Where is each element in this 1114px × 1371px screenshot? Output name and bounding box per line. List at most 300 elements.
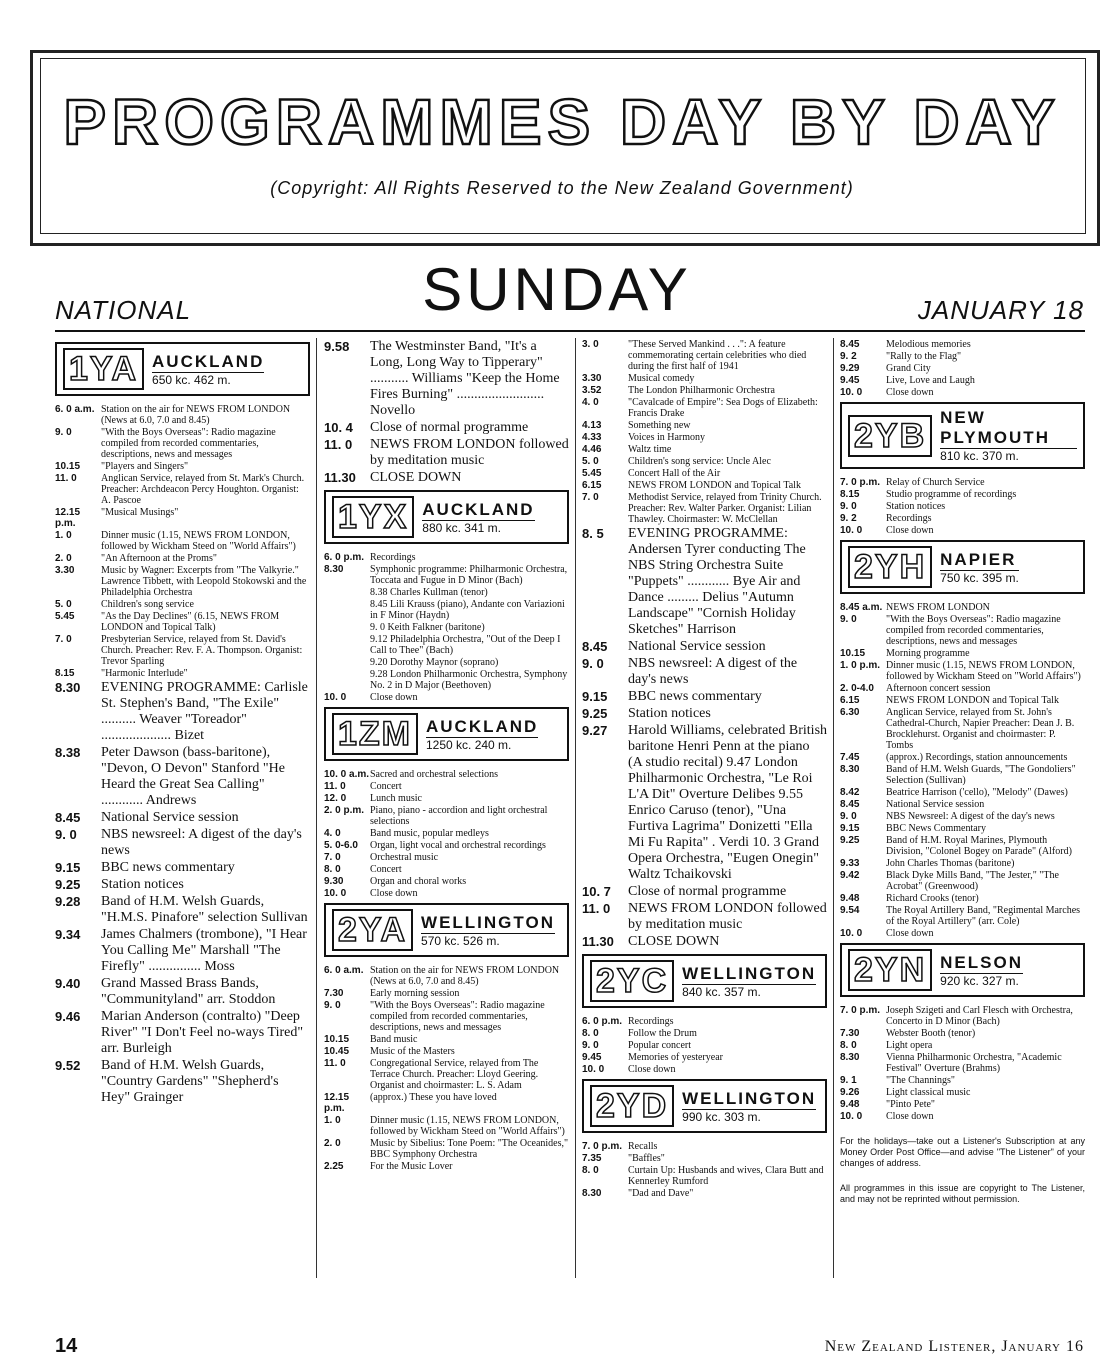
schedule-entry <box>840 683 1085 694</box>
schedule-entry <box>324 781 569 792</box>
entry-time: 9. 0 <box>55 827 77 842</box>
station-header <box>324 707 569 761</box>
entry-time: 9.52 <box>55 1058 81 1073</box>
entry-description: Concert <box>370 781 402 792</box>
station-frequency: 880 kc. 341 m. <box>422 520 534 535</box>
entry-time: 9.58 <box>324 339 350 354</box>
entry-time: 11.30 <box>582 934 614 949</box>
station-header <box>840 402 1085 469</box>
entry-description: "Musical Musings" <box>101 507 179 518</box>
entry-description: Musical comedy <box>628 373 695 384</box>
station-header <box>324 490 569 544</box>
entry-time: 5. 0 <box>582 456 599 467</box>
schedule-column-4 <box>840 338 1085 1205</box>
entry-time: 9.25 <box>55 877 81 892</box>
entry-time: 9. 0 <box>840 501 857 512</box>
schedule-entry <box>324 1034 569 1045</box>
entry-time: 9.40 <box>55 976 81 991</box>
schedule-entry <box>840 787 1085 798</box>
schedule-entry <box>55 611 310 633</box>
station-frequency: 650 kc. 462 m. <box>152 372 264 387</box>
entry-description: Station on the air for NEWS FROM LONDON (News at 6.0, 7.0 and 8.45) <box>370 965 560 987</box>
entry-time: 9.45 <box>840 375 860 386</box>
schedule-entry <box>324 864 569 875</box>
entry-time: 9.46 <box>55 1009 81 1024</box>
entry-time: 10. 0 a.m. <box>324 769 370 780</box>
entry-description: Popular concert <box>628 1040 692 1051</box>
entry-description: James Chalmers (trombone), "I Hear You Calling Me" Marshall "The Firefly" ............... Moss <box>101 927 307 974</box>
station-header <box>840 540 1085 594</box>
entry-description: Vienna Philharmonic Orchestra, "Academic Festival" Overture (Brahms) <box>886 1052 1062 1074</box>
entry-time: 7.45 <box>840 752 860 763</box>
station-name: AUCKLAND <box>152 351 265 371</box>
schedule-entry <box>840 752 1085 763</box>
entry-description: Dinner music (1.15, NEWS FROM LONDON, followed by Wickham Steed on "World Affairs") <box>370 1115 565 1137</box>
entry-description: Webster Booth (tenor) <box>886 1028 976 1039</box>
entry-time: 9. 0 <box>324 1000 341 1011</box>
entry-time: 9.15 <box>55 860 81 875</box>
entry-description: "With the Boys Overseas": Radio magazine compiled from recorded commentaries, descriptions, news and messages <box>101 427 276 460</box>
entry-description: Close down <box>628 1064 676 1075</box>
entry-time: 12. 0 <box>324 793 347 804</box>
entry-time: 10. 0 <box>324 692 347 703</box>
schedule-entry <box>324 1138 569 1160</box>
entry-description: Close of normal programme <box>628 884 787 899</box>
entry-description: The Westminster Band, "It's a Long, Long Way to Tipperary" ........... Williams "Keep the Home Fires Burning" ......................... Novello <box>370 339 560 418</box>
entry-description: Close down <box>886 928 934 939</box>
schedule-entry <box>582 1165 827 1187</box>
schedule-entry <box>582 373 827 384</box>
entry-time: 4.46 <box>582 444 602 455</box>
entry-time: 8.45 <box>582 639 608 654</box>
entry-description: Early morning session <box>370 988 460 999</box>
entry-time: 6. 0 p.m. <box>582 1016 623 1027</box>
schedule-entry <box>840 858 1085 869</box>
schedule-entry <box>582 723 827 883</box>
schedule-entry <box>840 375 1085 386</box>
entry-description: The London Philharmonic Orchestra <box>628 385 775 396</box>
schedule-entry <box>840 1111 1085 1122</box>
schedule-entry <box>55 427 310 460</box>
entry-description: Close of normal programme <box>370 420 529 435</box>
entry-description: Peter Dawson (bass-baritone), "Devon, O Devon" Stanford "He Heard the Great Sea Calling" ............ Andrews <box>101 745 285 808</box>
entry-description: National Service session <box>628 639 766 654</box>
note-rights: All programmes in this issue are copyright to The Listener, and may not be reprinted without permission. <box>840 1183 1085 1204</box>
schedule-entry <box>840 525 1085 536</box>
station-name: NEW PLYMOUTH <box>940 408 1050 447</box>
schedule-entry <box>840 811 1085 822</box>
station-callsign: 2YD <box>590 1085 674 1127</box>
entry-description: Morning programme <box>886 648 970 659</box>
station-details <box>426 717 538 752</box>
entry-description: Station notices <box>101 877 184 892</box>
entry-time: 6. 0 a.m. <box>55 404 95 415</box>
entry-time: 6.30 <box>840 707 860 718</box>
entry-description: Close down <box>370 692 418 703</box>
entry-description: "These Served Mankind . . .": A feature commemorating certain celebrities who died during the first half of 1941 <box>628 339 807 372</box>
schedule-entry <box>324 657 569 668</box>
entry-time: 10.15 <box>324 1034 350 1045</box>
schedule-entry <box>324 587 569 598</box>
entry-description: 9. 0 Keith Falkner (baritone) <box>370 622 485 633</box>
column-divider <box>575 338 576 1278</box>
schedule-entry <box>582 420 827 431</box>
entry-time: 7.30 <box>324 988 344 999</box>
entry-description: EVENING PROGRAMME: Andersen Tyrer conducting The NBS String Orchestra Suite "Puppets" ............ Bye Air and Dance ......... Delius "Autumn Landscape" "Cornish Holiday Sketches" Harrison <box>628 526 806 637</box>
entry-time <box>324 669 370 691</box>
entry-time: 8.30 <box>324 564 344 575</box>
schedule-column-3 <box>582 338 827 1200</box>
entry-description: Piano, piano - accordion and light orchestral selections <box>370 805 548 827</box>
entry-description: Organ and choral works <box>370 876 467 887</box>
entry-time: 9. 2 <box>840 351 857 362</box>
entry-description: (approx.) These you have loved <box>370 1092 497 1103</box>
entry-description: Band of H.M. Welsh Guards, "The Gondoliers" Selection (Sullivan) <box>886 764 1076 786</box>
station-name: NELSON <box>940 952 1023 972</box>
schedule-entry <box>840 387 1085 398</box>
entry-description: Harold Williams, celebrated British baritone Henri Penn at the piano (A studio recital) 9.47 London Philharmonic Orchestra, "Le Roi L'A Dit" Overture Delibes 9.55 Enrico Caruso (tenor), "Una Furtiva Lagrima" Donizetti "Ella Mi Fu Rapita" . Verdi 10. 3 Grand Opera Orchestra, "Eugen Onegin" Waltz Tchaikovski <box>628 723 828 882</box>
schedule-entry <box>840 1040 1085 1051</box>
entry-time: 8.15 <box>840 489 860 500</box>
entry-time: 2.25 <box>324 1161 344 1172</box>
entry-description: Concert Hall of the Air <box>628 468 721 479</box>
station-frequency: 810 kc. 370 m. <box>940 448 1077 463</box>
entry-time: 1. 0 <box>55 530 72 541</box>
schedule-entry <box>324 1115 569 1137</box>
entry-time: 10. 0 <box>840 525 863 536</box>
schedule-entry <box>840 764 1085 786</box>
entry-description: "As the Day Declines" (6.15, NEWS FROM LONDON and Topical Talk) <box>101 611 280 633</box>
entry-time: 10.45 <box>324 1046 350 1057</box>
station-name: NAPIER <box>940 549 1017 569</box>
entry-time: 9.48 <box>840 1099 860 1110</box>
station-frequency: 1250 kc. 240 m. <box>426 737 538 752</box>
schedule-entry <box>55 461 310 472</box>
schedule-entry <box>840 1087 1085 1098</box>
schedule-entry <box>324 793 569 804</box>
entry-time: 1. 0 p.m. <box>840 660 881 671</box>
entry-description: BBC news commentary <box>101 860 235 875</box>
entry-time: 4. 0 <box>582 397 599 408</box>
station-header <box>55 342 310 396</box>
entry-description: "Players and Singers" <box>101 461 189 472</box>
schedule-entry <box>324 692 569 703</box>
schedule-entry <box>55 473 310 506</box>
schedule-entry <box>55 634 310 667</box>
schedule-entry <box>55 877 310 893</box>
entry-description: Beatrice Harrison ('cello), "Melody" (Dawes) <box>886 787 1068 798</box>
schedule-entry <box>324 470 569 486</box>
station-name: AUCKLAND <box>426 716 539 736</box>
entry-description: "Baffles" <box>628 1153 665 1164</box>
station-details <box>940 408 1077 463</box>
station-details <box>421 913 555 948</box>
station-callsign: 2YB <box>848 415 932 457</box>
entry-description: Recordings <box>886 513 932 524</box>
station-header <box>582 954 827 1008</box>
entry-description: Grand Massed Brass Bands, "Communityland" arr. Stoddon <box>101 976 276 1007</box>
entry-time: 6.15 <box>582 480 602 491</box>
schedule-entry <box>582 706 827 722</box>
entry-time: 1. 0 <box>324 1115 341 1126</box>
entry-time: 7.30 <box>840 1028 860 1039</box>
schedule-entry <box>324 1046 569 1057</box>
entry-description: NBS Newsreel: A digest of the day's news <box>886 811 1055 822</box>
schedule-entry <box>840 905 1085 927</box>
entry-description: Music by Wagner: Excerpts from "The Valkyrie." Lawrence Tibbett, with Leopold Stokowski and the Philadelphia Orchestra <box>101 565 307 598</box>
entry-description: NEWS FROM LONDON and Topical Talk <box>628 480 801 491</box>
schedule-entry <box>840 835 1085 857</box>
schedule-column-2 <box>324 338 569 1173</box>
schedule-entry <box>582 934 827 950</box>
entry-description: 8.38 Charles Kullman (tenor) <box>370 587 488 598</box>
schedule-entry <box>55 599 310 610</box>
entry-description: NEWS FROM LONDON followed by meditation music <box>628 901 827 932</box>
entry-time: 10. 0 <box>324 888 347 899</box>
schedule-entry <box>582 468 827 479</box>
entry-time: 7. 0 p.m. <box>840 477 881 488</box>
schedule-entry <box>582 385 827 396</box>
schedule-entry <box>840 1075 1085 1086</box>
entry-time: 7. 0 p.m. <box>840 1005 881 1016</box>
schedule-entry <box>55 860 310 876</box>
entry-description: Dinner music (1.15, NEWS FROM LONDON, followed by Wickham Steed on "World Affairs") <box>101 530 296 552</box>
entry-description: Band of H.M. Welsh Guards, "Country Gardens" "Shepherd's Hey" Grainger <box>101 1058 279 1105</box>
schedule-entry <box>582 339 827 372</box>
schedule-entry <box>55 827 310 859</box>
schedule-entry <box>324 437 569 469</box>
station-details <box>682 964 816 999</box>
schedule-entry <box>840 660 1085 682</box>
station-callsign: 1YA <box>63 348 144 390</box>
schedule-entry <box>582 656 827 688</box>
schedule-entry <box>324 339 569 419</box>
schedule-entry <box>840 339 1085 350</box>
schedule-entry <box>840 648 1085 659</box>
schedule-entry <box>582 901 827 933</box>
entry-time <box>324 622 370 633</box>
station-frequency: 920 kc. 327 m. <box>940 973 1023 988</box>
entry-time: 8.45 <box>840 339 860 350</box>
schedule-entry <box>582 432 827 443</box>
schedule-entry <box>55 565 310 598</box>
entry-time: 9.25 <box>582 706 608 721</box>
schedule-entry <box>324 876 569 887</box>
entry-time: 9.27 <box>582 723 608 738</box>
entry-time: 6. 0 a.m. <box>324 965 364 976</box>
entry-time: 4.33 <box>582 432 602 443</box>
entry-time: 9.34 <box>55 927 81 942</box>
entry-description: Presbyterian Service, relayed from St. David's Church. Preacher: Rev. F. A. Thompson. Organist: Trevor Sparling <box>101 634 303 667</box>
entry-description: Recalls <box>628 1141 658 1152</box>
column-divider <box>833 338 834 1278</box>
entry-time: 4. 0 <box>324 828 341 839</box>
station-callsign: 1ZM <box>332 713 418 755</box>
entry-time: 7. 0 <box>324 852 341 863</box>
schedule-entry <box>324 599 569 621</box>
schedule-entry <box>582 492 827 525</box>
entry-time: 5. 0 <box>55 599 72 610</box>
entry-description: NEWS FROM LONDON followed by meditation music <box>370 437 569 468</box>
entry-description: Band music <box>370 1034 418 1045</box>
schedule-entry <box>840 614 1085 647</box>
page-number: 14 <box>55 1335 78 1357</box>
entry-description: "Pinto Pete" <box>886 1099 935 1110</box>
station-name: WELLINGTON <box>421 912 555 932</box>
entry-description: Recordings <box>628 1016 674 1027</box>
schedule-entry <box>582 526 827 638</box>
schedule-entry <box>582 689 827 705</box>
entry-time: 8. 0 <box>324 864 341 875</box>
entry-description: Music of the Masters <box>370 1046 455 1057</box>
schedule-entry <box>840 513 1085 524</box>
station-header <box>582 1079 827 1133</box>
entry-description: BBC News Commentary <box>886 823 986 834</box>
schedule-entry <box>55 553 310 564</box>
entry-description: EVENING PROGRAMME: Carlisle St. Stephen's Band, "The Exile" .......... Weaver "Toreador" .................... Bizet <box>101 680 308 743</box>
schedule-entry <box>582 397 827 419</box>
entry-time: 10. 4 <box>324 420 353 435</box>
schedule-entry <box>324 805 569 827</box>
entry-time: 11. 0 <box>324 781 346 792</box>
entry-description: "Harmonic Interlude" <box>101 668 188 679</box>
entry-description: Station notices <box>886 501 946 512</box>
entry-time: 11. 0 <box>324 1058 346 1069</box>
schedule-entry <box>582 1188 827 1199</box>
schedule-entry <box>324 564 569 586</box>
entry-description: Marian Anderson (contralto) "Deep River" "I Don't Feel no-ways Tired" arr. Burleigh <box>101 1009 304 1056</box>
entry-time: 8.30 <box>582 1188 602 1199</box>
station-name: WELLINGTON <box>682 1088 817 1108</box>
schedule-entry <box>55 927 310 975</box>
entry-description: Close down <box>886 525 934 536</box>
schedule-entry <box>582 1141 827 1152</box>
entry-time: 10.15 <box>55 461 81 472</box>
schedule-entry <box>55 976 310 1008</box>
entry-description: Joseph Szigeti and Carl Flesch with Orchestra, Concerto in D Minor (Bach) <box>886 1005 1073 1027</box>
station-details <box>682 1089 816 1124</box>
schedule-entry <box>324 828 569 839</box>
entry-description: Waltz time <box>628 444 672 455</box>
schedule-entry <box>582 639 827 655</box>
entry-description: (approx.) Recordings, station announcements <box>886 752 1068 763</box>
entry-description: Station notices <box>628 706 711 721</box>
entry-description: Anglican Service, relayed from St. John's Cathedral-Church, Napier Preacher: Dean J. B. Brocklehurst. Organist and choirmaster: P. Tombs <box>886 707 1075 751</box>
entry-time: 7. 0 p.m. <box>582 1141 623 1152</box>
station-callsign: 2YA <box>332 909 413 951</box>
entry-description: Methodist Service, relayed from Trinity Church. Preacher: Rev. Walter Parker. Organist: Lilian Thawley. Choirmaster: W. McClellan <box>628 492 822 525</box>
schedule-entry <box>55 1009 310 1057</box>
entry-time <box>324 657 370 668</box>
entry-description: "Dad and Dave" <box>628 1188 694 1199</box>
entry-time: 9.26 <box>840 1087 860 1098</box>
entry-time: 8.38 <box>55 745 81 760</box>
entry-time: 2. 0 <box>55 553 72 564</box>
entry-description: "Cavalcade of Empire": Sea Dogs of Elizabeth: Francis Drake <box>628 397 818 419</box>
entry-time <box>324 587 370 598</box>
schedule-entry <box>55 680 310 744</box>
header-rule <box>55 330 1085 332</box>
entry-time: 11. 0 <box>55 473 77 484</box>
entry-description: For the Music Lover <box>370 1161 453 1172</box>
entry-description: Children's song service <box>101 599 194 610</box>
entry-description: 9.20 Dorothy Maynor (soprano) <box>370 657 499 668</box>
schedule-entry <box>55 894 310 926</box>
entry-description: Light opera <box>886 1040 933 1051</box>
entry-description: "With the Boys Overseas": Radio magazine compiled from recorded commentaries, descriptions, news and messages <box>370 1000 545 1033</box>
entry-description: John Charles Thomas (baritone) <box>886 858 1015 869</box>
entry-time: 7.35 <box>582 1153 602 1164</box>
entry-description: Close down <box>886 387 934 398</box>
entry-time: 10. 7 <box>582 884 611 899</box>
entry-time: 3. 0 <box>582 339 599 350</box>
entry-time: 9. 0 <box>582 656 604 671</box>
schedule-entry <box>840 351 1085 362</box>
schedule-entry <box>324 669 569 691</box>
entry-description: NEWS FROM LONDON and Topical Talk <box>886 695 1059 706</box>
station-callsign: 2YC <box>590 960 674 1002</box>
entry-time: 10. 0 <box>840 1111 863 1122</box>
station-frequency: 570 kc. 526 m. <box>421 933 555 948</box>
entry-description: Richard Crooks (tenor) <box>886 893 979 904</box>
entry-description: Symphonic programme: Philharmonic Orchestra, Toccata and Fugue in D Minor (Bach) <box>370 564 568 586</box>
schedule-entry <box>582 1052 827 1063</box>
schedule-entry <box>840 477 1085 488</box>
entry-description: Something new <box>628 420 691 431</box>
entry-time: 2. 0 <box>324 1138 341 1149</box>
station-details <box>940 550 1019 585</box>
entry-time: 11.30 <box>324 470 356 485</box>
schedule-entry <box>324 552 569 563</box>
entry-description: Recordings <box>370 552 416 563</box>
entry-description: Voices in Harmony <box>628 432 706 443</box>
station-frequency: 840 kc. 357 m. <box>682 984 816 999</box>
entry-time <box>324 599 370 621</box>
entry-time: 9.15 <box>582 689 608 704</box>
entry-description: 9.12 Philadelphia Orchestra, "Out of the Deep I Call to Thee" (Bach) <box>370 634 561 656</box>
station-name: AUCKLAND <box>422 499 535 519</box>
entry-time: 8.45 a.m. <box>840 602 883 613</box>
schedule-entry <box>582 480 827 491</box>
entry-description: Black Dyke Mills Band, "The Jester," "The Acrobat" (Greenwood) <box>886 870 1059 892</box>
entry-description: Children's song service: Uncle Alec <box>628 456 771 467</box>
schedule-entry <box>840 1028 1085 1039</box>
entry-description: CLOSE DOWN <box>628 934 720 949</box>
schedule-entry <box>840 1099 1085 1110</box>
schedule-entry <box>324 1092 569 1114</box>
entry-time: 7. 0 <box>55 634 72 645</box>
schedule-entry <box>324 852 569 863</box>
schedule-entry <box>55 810 310 826</box>
entry-description: "Rally to the Flag" <box>886 351 962 362</box>
entry-time: 3.30 <box>55 565 75 576</box>
station-callsign: 1YX <box>332 496 414 538</box>
schedule-entry <box>840 799 1085 810</box>
entry-time: 6. 0 p.m. <box>324 552 365 563</box>
schedule-entry <box>324 622 569 633</box>
station-details <box>422 500 534 535</box>
station-callsign: 2YH <box>848 546 932 588</box>
station-details <box>152 352 264 387</box>
entry-description: Organ, light vocal and orchestral recordings <box>370 840 546 851</box>
entry-time: 8. 5 <box>582 526 604 541</box>
entry-description: Melodious memories <box>886 339 971 350</box>
entry-time: 9. 0 <box>840 614 857 625</box>
station-header <box>840 943 1085 997</box>
schedule-entry <box>840 501 1085 512</box>
station-frequency: 990 kc. 303 m. <box>682 1109 816 1124</box>
schedule-entry <box>55 507 310 529</box>
